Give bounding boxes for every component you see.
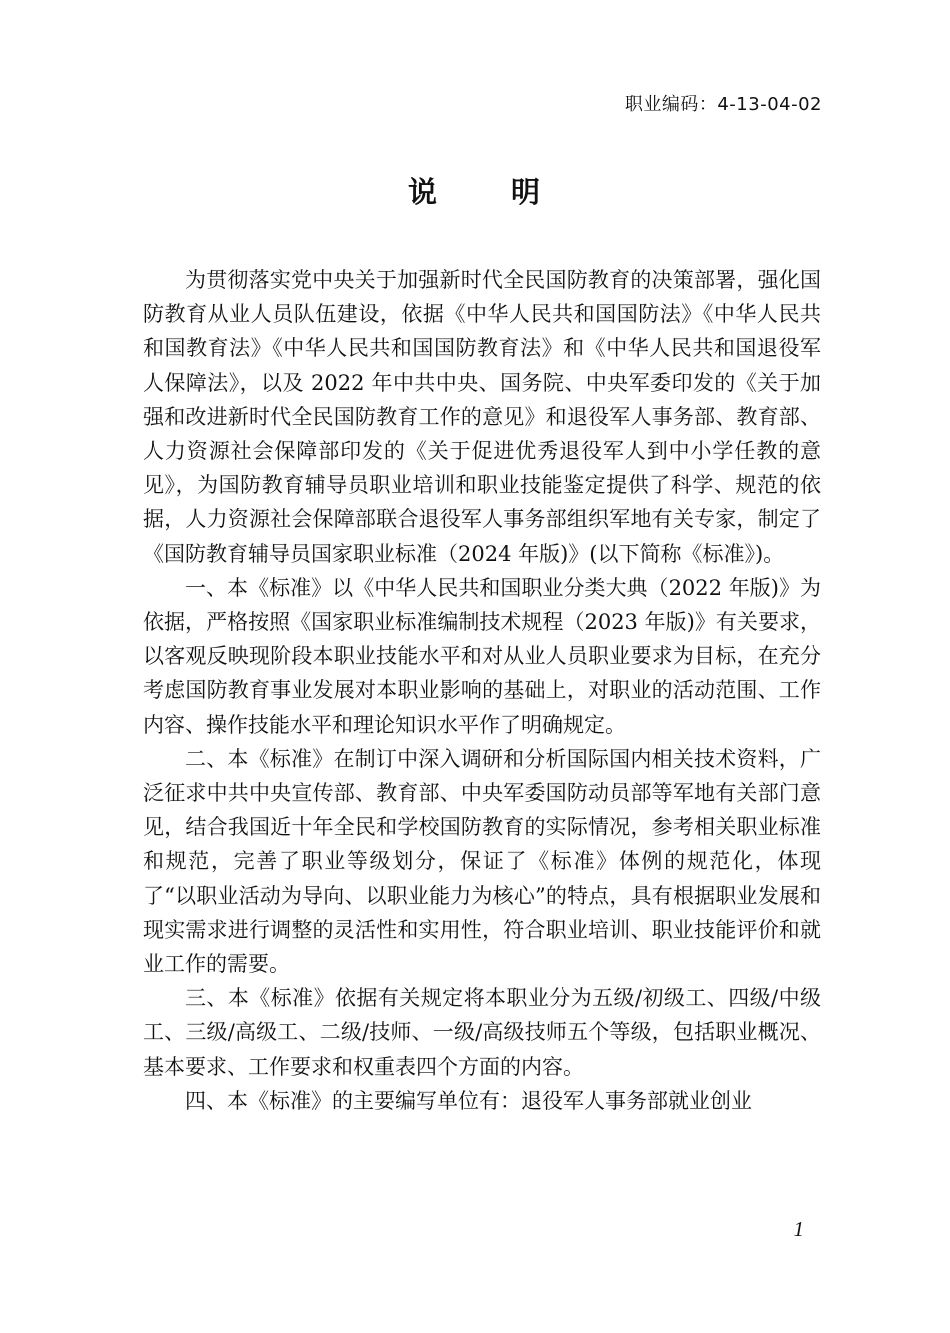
page-title-char-2: 明 [511,175,543,209]
paragraph-4: 四、本《标准》的主要编写单位有：退役军人事务部就业创业 [185,1088,752,1113]
document-body [143,263,821,1118]
page-title-char-1: 说 [407,175,439,209]
paragraph-1: 一、本《标准》以《中华人民共和国职业分类大典（2022 年版)》为依据，严格按照《国家职业标准编制技术规程（2023 年版)》有关要求，以客观反映现阶段本职业技能水平和对从业人员职业要求为目标，在充分考虑国防教育事业发展对本职业影响的基础上，对职业的活动范围、工作内容、操作技能水平和理论知识水平作了明确规定。 [143,575,821,737]
page-title [0,170,950,211]
paragraph-2: 二、本《标准》在制订中深入调研和分析国际国内相关技术资料，广泛征求中共中央宣传部、教育部、中央军委国防动员部等军地有关部门意见，结合我国近十年全民和学校国防教育的实际情况，参考相关职业标准和规范，完善了职业等级划分，保证了《标准》体例的规范化，体现了“以职业活动为导向、以职业能力为核心”的特点，具有根据职业发展和现实需求进行调整的灵活性和实用性，符合职业培训、职业技能评价和就业工作的需要。 [143,746,821,977]
page-number: 1 [793,1217,804,1241]
paragraph-3: 三、本《标准》依据有关规定将本职业分为五级/初级工、四级/中级工、三级/高级工、二级/技师、一级/高级技师五个等级，包括职业概况、基本要求、工作要求和权重表四个方面的内容。 [143,986,821,1079]
paragraph-intro: 为贯彻落实党中央关于加强新时代全民国防教育的决策部署，强化国防教育从业人员队伍建设，依据《中华人民共和国国防法》《中华人民共和国教育法》《中华人民共和国国防教育法》和《中华人民共和国退役军人保障法》，以及 2022 年中共中央、国务院、中央军委印发的《关于加强和改进新时代全民国防教育工作的意见》和退役军人事务部、教育部、人力资源社会保障部印发的《关于促进优秀退役军人到中小学任教的意见》，为国防教育辅导员职业培训和职业技能鉴定提供了科学、规范的依据，人力资源社会保障部联合退役军人事务部组织军地有关专家，制定了《国防教育辅导员国家职业标准（2024 年版)》(以下简称《标准》)。 [143,268,821,566]
occupation-code: 职业编码：4-13-04-02 [624,94,822,115]
